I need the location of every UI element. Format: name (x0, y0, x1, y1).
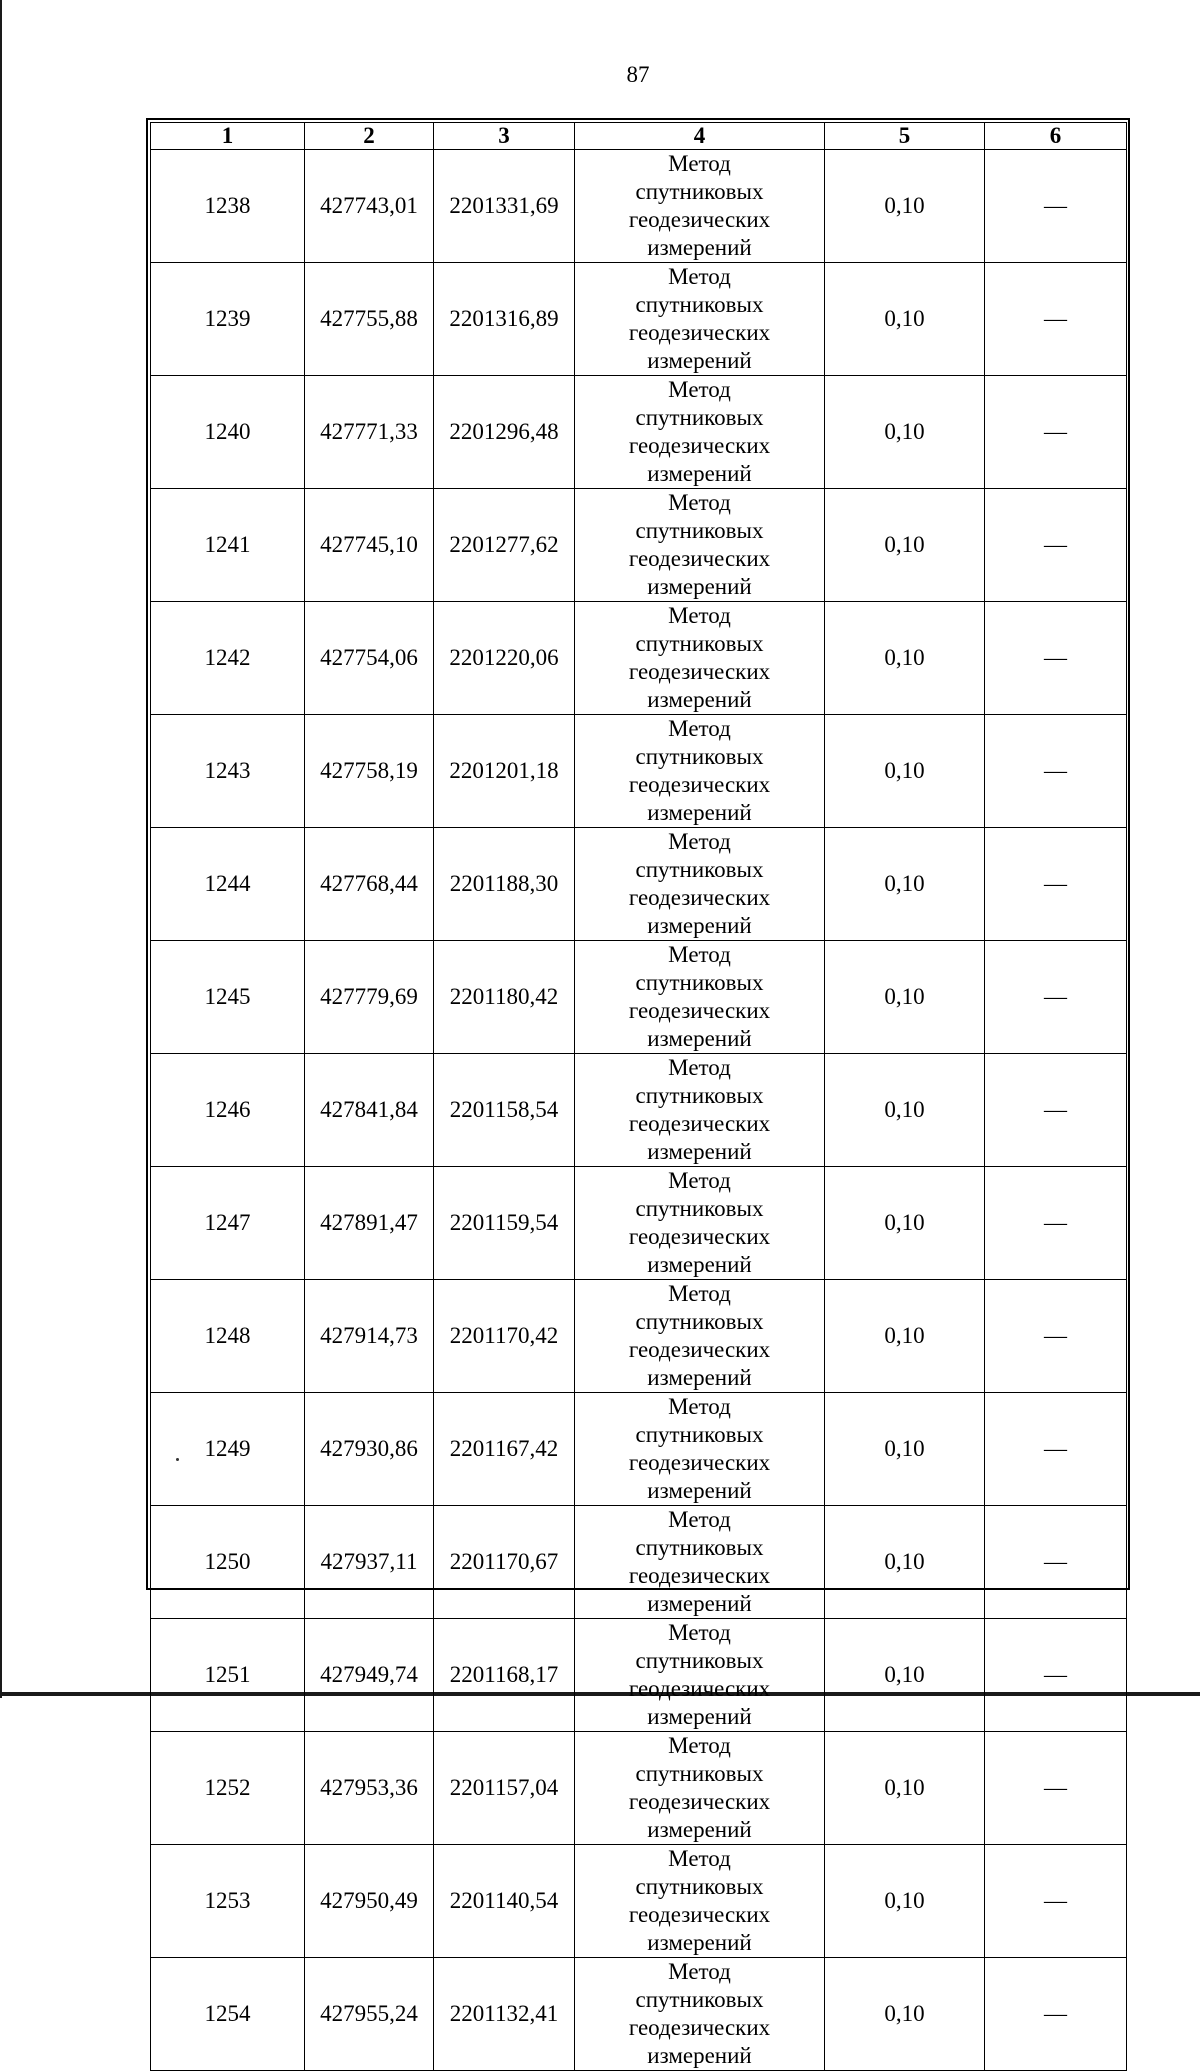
method-cell: Метод спутниковых геодезических измерений (575, 1393, 825, 1506)
table-row (151, 1619, 1127, 1732)
method-cell: Метод спутниковых геодезических измерений (575, 1732, 825, 1845)
note-cell: — (985, 489, 1127, 602)
scan-speck (176, 1458, 179, 1461)
note-cell: — (985, 602, 1127, 715)
x-coordinate-cell: 427914,73 (305, 1280, 434, 1393)
table-row (151, 1845, 1127, 1958)
point-number-cell: 1253 (151, 1845, 305, 1958)
note-cell: — (985, 941, 1127, 1054)
table-row (151, 602, 1127, 715)
point-number-cell: 1250 (151, 1506, 305, 1619)
note-cell: — (985, 1054, 1127, 1167)
y-coordinate-cell: 2201188,30 (434, 828, 575, 941)
x-coordinate-cell: 427754,06 (305, 602, 434, 715)
table-row (151, 1958, 1127, 2071)
x-coordinate-cell: 427768,44 (305, 828, 434, 941)
table-row (151, 1054, 1127, 1167)
method-cell: Метод спутниковых геодезических измерений (575, 941, 825, 1054)
accuracy-cell: 0,10 (825, 263, 985, 376)
y-coordinate-cell: 2201316,89 (434, 263, 575, 376)
column-header: 5 (825, 123, 985, 150)
method-cell: Метод спутниковых геодезических измерений (575, 1167, 825, 1280)
point-number-cell: 1241 (151, 489, 305, 602)
point-number-cell: 1239 (151, 263, 305, 376)
point-number-cell: 1240 (151, 376, 305, 489)
y-coordinate-cell: 2201168,17 (434, 1619, 575, 1732)
point-number-cell: 1238 (151, 150, 305, 263)
accuracy-cell: 0,10 (825, 376, 985, 489)
note-cell: — (985, 1958, 1127, 2071)
x-coordinate-cell: 427745,10 (305, 489, 434, 602)
method-cell: Метод спутниковых геодезических измерений (575, 1619, 825, 1732)
point-number-cell: 1249 (151, 1393, 305, 1506)
method-cell: Метод спутниковых геодезических измерений (575, 489, 825, 602)
page-number: 87 (626, 62, 650, 87)
note-cell: — (985, 263, 1127, 376)
x-coordinate-cell: 427779,69 (305, 941, 434, 1054)
note-cell: — (985, 1619, 1127, 1732)
x-coordinate-cell: 427891,47 (305, 1167, 434, 1280)
scan-edge-left (0, 0, 2, 1698)
x-coordinate-cell: 427841,84 (305, 1054, 434, 1167)
accuracy-cell: 0,10 (825, 150, 985, 263)
y-coordinate-cell: 2201220,06 (434, 602, 575, 715)
y-coordinate-cell: 2201157,04 (434, 1732, 575, 1845)
y-coordinate-cell: 2201170,42 (434, 1280, 575, 1393)
y-coordinate-cell: 2201170,67 (434, 1506, 575, 1619)
point-number-cell: 1252 (151, 1732, 305, 1845)
method-cell: Метод спутниковых геодезических измерений (575, 1054, 825, 1167)
table-row (151, 376, 1127, 489)
table-row (151, 489, 1127, 602)
y-coordinate-cell: 2201158,54 (434, 1054, 575, 1167)
point-number-cell: 1245 (151, 941, 305, 1054)
column-header: 1 (151, 123, 305, 150)
note-cell: — (985, 715, 1127, 828)
accuracy-cell: 0,10 (825, 1167, 985, 1280)
accuracy-cell: 0,10 (825, 1393, 985, 1506)
x-coordinate-cell: 427930,86 (305, 1393, 434, 1506)
point-number-cell: 1244 (151, 828, 305, 941)
note-cell: — (985, 376, 1127, 489)
method-cell: Метод спутниковых геодезических измерений (575, 150, 825, 263)
y-coordinate-cell: 2201180,42 (434, 941, 575, 1054)
accuracy-cell: 0,10 (825, 602, 985, 715)
accuracy-cell: 0,10 (825, 1845, 985, 1958)
accuracy-cell: 0,10 (825, 1958, 985, 2071)
accuracy-cell: 0,10 (825, 1280, 985, 1393)
method-cell: Метод спутниковых геодезических измерений (575, 1280, 825, 1393)
x-coordinate-cell: 427755,88 (305, 263, 434, 376)
accuracy-cell: 0,10 (825, 1732, 985, 1845)
y-coordinate-cell: 2201201,18 (434, 715, 575, 828)
table-row (151, 1167, 1127, 1280)
x-coordinate-cell: 427953,36 (305, 1732, 434, 1845)
y-coordinate-cell: 2201132,41 (434, 1958, 575, 2071)
y-coordinate-cell: 2201331,69 (434, 150, 575, 263)
method-cell: Метод спутниковых геодезических измерений (575, 1845, 825, 1958)
table-row (151, 1280, 1127, 1393)
x-coordinate-cell: 427937,11 (305, 1506, 434, 1619)
method-cell: Метод спутниковых геодезических измерений (575, 1506, 825, 1619)
table-row (151, 1393, 1127, 1506)
accuracy-cell: 0,10 (825, 1054, 985, 1167)
note-cell: — (985, 1280, 1127, 1393)
method-cell: Метод спутниковых геодезических измерений (575, 715, 825, 828)
table-row (151, 263, 1127, 376)
y-coordinate-cell: 2201167,42 (434, 1393, 575, 1506)
table-row (151, 150, 1127, 263)
table-row (151, 1506, 1127, 1619)
note-cell: — (985, 1845, 1127, 1958)
coordinates-table-frame (146, 118, 1130, 2068)
accuracy-cell: 0,10 (825, 1506, 985, 1619)
method-cell: Метод спутниковых геодезических измерений (575, 602, 825, 715)
accuracy-cell: 0,10 (825, 489, 985, 602)
note-cell: — (985, 1732, 1127, 1845)
point-number-cell: 1242 (151, 602, 305, 715)
method-cell: Метод спутниковых геодезических измерений (575, 263, 825, 376)
table-row (151, 715, 1127, 828)
note-cell: — (985, 1393, 1127, 1506)
y-coordinate-cell: 2201159,54 (434, 1167, 575, 1280)
accuracy-cell: 0,10 (825, 941, 985, 1054)
x-coordinate-cell: 427949,74 (305, 1619, 434, 1732)
note-cell: — (985, 1167, 1127, 1280)
point-number-cell: 1254 (151, 1958, 305, 2071)
point-number-cell: 1247 (151, 1167, 305, 1280)
method-cell: Метод спутниковых геодезических измерений (575, 376, 825, 489)
y-coordinate-cell: 2201140,54 (434, 1845, 575, 1958)
table-row (151, 1732, 1127, 1845)
accuracy-cell: 0,10 (825, 715, 985, 828)
note-cell: — (985, 150, 1127, 263)
column-header: 3 (434, 123, 575, 150)
accuracy-cell: 0,10 (825, 828, 985, 941)
method-cell: Метод спутниковых геодезических измерений (575, 1958, 825, 2071)
point-number-cell: 1248 (151, 1280, 305, 1393)
x-coordinate-cell: 427743,01 (305, 150, 434, 263)
x-coordinate-cell: 427758,19 (305, 715, 434, 828)
point-number-cell: 1251 (151, 1619, 305, 1732)
x-coordinate-cell: 427950,49 (305, 1845, 434, 1958)
y-coordinate-cell: 2201277,62 (434, 489, 575, 602)
point-number-cell: 1243 (151, 715, 305, 828)
note-cell: — (985, 1506, 1127, 1619)
coordinates-table (150, 122, 1127, 2071)
table-header-row (151, 123, 1127, 150)
table-row (151, 828, 1127, 941)
table-row (151, 941, 1127, 1054)
column-header: 6 (985, 123, 1127, 150)
point-number-cell: 1246 (151, 1054, 305, 1167)
y-coordinate-cell: 2201296,48 (434, 376, 575, 489)
x-coordinate-cell: 427771,33 (305, 376, 434, 489)
method-cell: Метод спутниковых геодезических измерений (575, 828, 825, 941)
accuracy-cell: 0,10 (825, 1619, 985, 1732)
column-header: 2 (305, 123, 434, 150)
column-header: 4 (575, 123, 825, 150)
x-coordinate-cell: 427955,24 (305, 1958, 434, 2071)
note-cell: — (985, 828, 1127, 941)
